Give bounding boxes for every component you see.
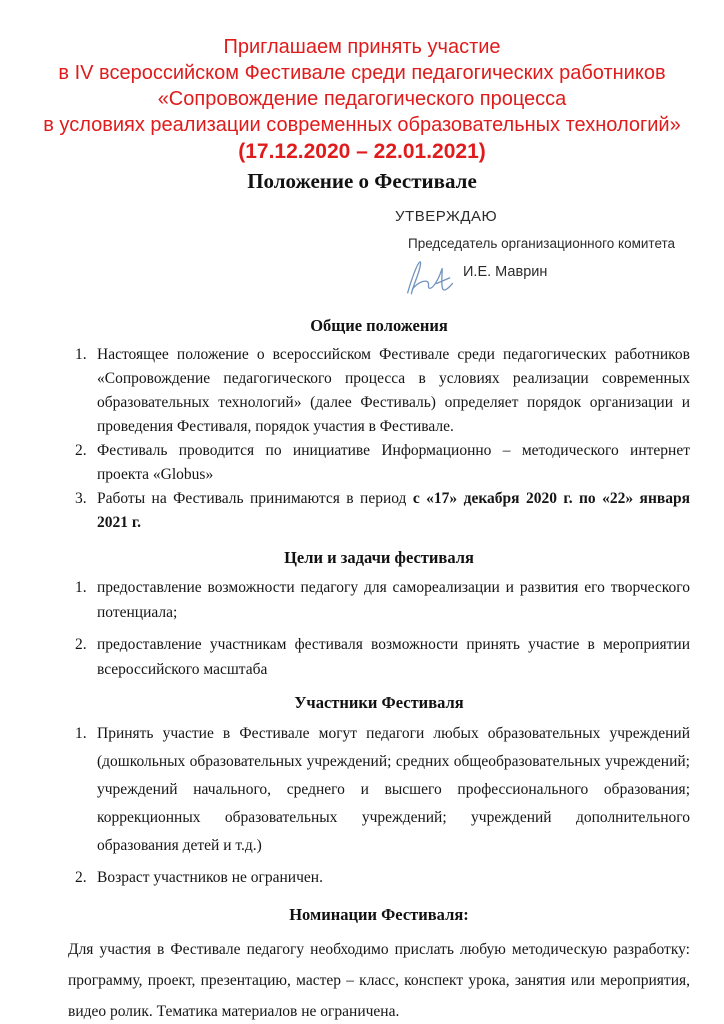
section-heading-participants: Участники Фестиваля xyxy=(294,693,464,712)
list-item-text: Возраст участников не ограничен. xyxy=(97,869,323,886)
signature-image xyxy=(403,255,459,297)
invite-line-4: в условиях реализации современных образовательных технологий» xyxy=(43,114,681,136)
list-item xyxy=(68,720,690,860)
approval-block xyxy=(395,207,690,297)
general-list xyxy=(68,343,690,535)
goals-list xyxy=(68,575,690,682)
section-heading-general: Общие положения xyxy=(310,316,448,335)
invite-line-3: «Сопровождение педагогического процесса xyxy=(157,88,567,110)
signature-row xyxy=(403,253,690,297)
list-item xyxy=(68,632,690,682)
submission-period-bold: с «17» декабря 2020 г. по «22» января 2021 г. xyxy=(97,490,690,531)
list-item-text: Фестиваль проводится по инициативе Информационно – методического интернет проекта «Globus» xyxy=(97,442,690,483)
list-item-text: Настоящее положение о всероссийском Фестивале среди педагогических работников «Сопровождение педагогического процесса в условиях реализации современных образовательных технологий» (далее Фестиваль) определяет порядок организации и проведения Фестиваля, порядок участия в Фестивале. xyxy=(97,346,690,435)
list-item xyxy=(68,343,690,439)
invite-header xyxy=(34,34,690,165)
document-title: Положение о Фестивале xyxy=(247,169,477,193)
participants-list xyxy=(68,720,690,892)
list-item-text: Работы на Фестиваль принимаются в период xyxy=(97,490,413,507)
approval-role: Председатель организационного комитета xyxy=(408,236,676,251)
list-item-text: Принять участие в Фестивале могут педагоги любых образовательных учреждений (дошкольных образовательных учреждений; средних общеобразовательных учреждений; учреждений начального, среднего и высшего профессионального образования; коррекционных образовательных учреждений; учреждений дополнительного образования детей и т.д.) xyxy=(97,725,690,854)
nominations-paragraph: Для участия в Фестивале педагогу необходимо прислать любую методическую разработку: программу, проект, презентацию, мастер – класс, конспект урока, занятия или мероприятия, видео ролик. Тематика материалов не ограничена. xyxy=(68,941,690,1020)
list-item xyxy=(68,487,690,535)
list-item xyxy=(68,439,690,487)
invite-line-2: в IV всероссийском Фестивале среди педагогических работников xyxy=(58,62,666,84)
list-item-text: предоставление возможности педагогу для самореализации и развития его творческого потенциала; xyxy=(97,579,690,621)
invite-line-1: Приглашаем принять участие xyxy=(223,36,501,58)
list-item xyxy=(68,864,690,892)
list-item xyxy=(68,575,690,625)
festival-dates: (17.12.2020 – 22.01.2021) xyxy=(238,140,486,163)
approval-signer-name: И.Е. Маврин xyxy=(463,264,548,280)
section-heading-nominations: Номинации Фестиваля: xyxy=(289,905,469,924)
approval-label: УТВЕРЖДАЮ xyxy=(395,208,498,225)
list-item-text: предоставление участникам фестиваля возможности принять участие в мероприятии всероссийского масштаба xyxy=(97,636,690,678)
section-heading-goals: Цели и задачи фестиваля xyxy=(284,548,474,567)
